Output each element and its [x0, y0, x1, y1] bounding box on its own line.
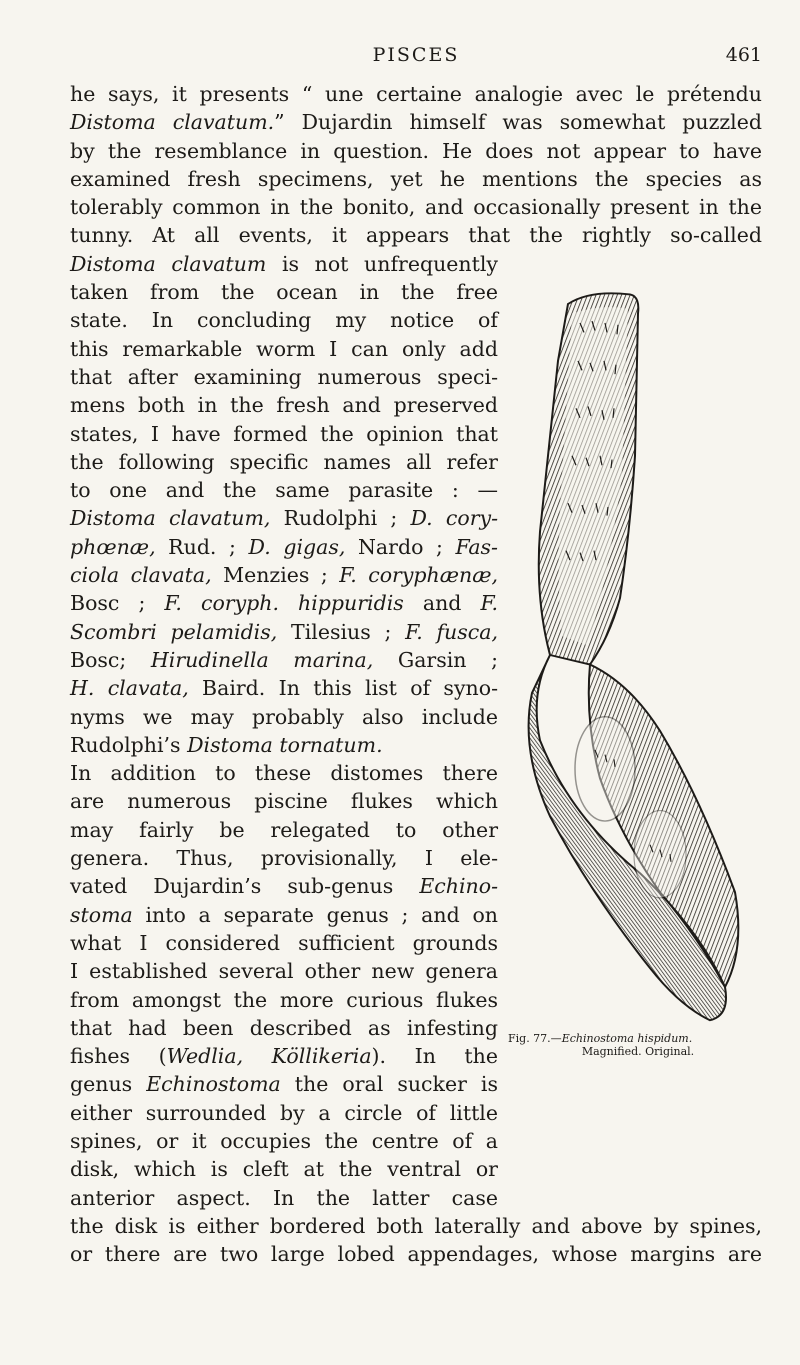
text-line: fishes (Wedlia, Köllikeria). In the	[70, 1044, 498, 1069]
fluke-illustration	[510, 285, 750, 1025]
text-line: are numerous piscine flukes which	[70, 789, 498, 814]
page-number: 461	[725, 44, 762, 66]
text-line: ciola clavata, Menzies ; F. coryphænæ,	[70, 563, 498, 588]
text-line: mens both in the fresh and preserved	[70, 393, 498, 418]
text-line: Scombri pelamidis, Tilesius ; F. fusca,	[70, 619, 498, 644]
text-line: the disk is either bordered both laterally and above by spines,	[70, 1213, 762, 1238]
text-line: anterior aspect. In the latter case	[70, 1185, 498, 1210]
text-line: Bosc; Hirudinella marina, Garsin ;	[70, 647, 498, 672]
text-line: genus Echinostoma the oral sucker is	[70, 1072, 498, 1097]
text-line: state. In concluding my notice of	[70, 308, 498, 333]
text-line: states, I have formed the opinion that	[70, 421, 498, 446]
text-line: nyms we may probably also include	[70, 704, 498, 729]
text-line: Distoma clavatum, Rudolphi ; D. cory-	[70, 506, 499, 531]
text-line: he says, it presents “ une certaine analogie avec le prétendu	[70, 82, 762, 106]
text-line: to one and the same parasite : —	[70, 478, 498, 503]
caption-prefix: Fig. 77.—	[508, 1032, 562, 1045]
page-header	[70, 44, 762, 74]
text-line: I established several other new genera	[70, 959, 498, 984]
text-line: H. clavata, Baird. In this list of syno-	[70, 676, 498, 701]
text-line: taken from the ocean in the free	[70, 280, 498, 305]
text-line: or there are two large lobed appendages, whose margins are	[70, 1242, 762, 1267]
text-line: tunny. At all events, it appears that the rightly so-called	[70, 223, 762, 248]
text-line: Distoma clavatum is not unfrequently	[70, 251, 499, 276]
text-line: tolerably common in the bonito, and occasionally present in the	[70, 195, 762, 220]
ventral-sucker	[575, 717, 635, 821]
text-line: Distoma clavatum.” Dujardin himself was somewhat puzzled	[70, 110, 762, 135]
text-line: Bosc ; F. coryph. hippuridis and F.	[70, 591, 498, 616]
text-line: Rudolphi’s Distoma tornatum.	[70, 732, 383, 757]
text-line: stoma into a separate genus ; and on	[70, 902, 498, 927]
figure-caption	[508, 1032, 768, 1058]
text-line: the following specific names all refer	[70, 449, 498, 474]
text-line: by the resemblance in question. He does not appear to have	[70, 138, 762, 163]
text-line: examined fresh specimens, yet he mentions the species as	[70, 166, 762, 191]
text-line: disk, which is cleft at the ventral or	[70, 1157, 498, 1182]
caption-note: Magnified. Original.	[581, 1045, 695, 1058]
text-line: may fairly be relegated to other	[70, 817, 498, 842]
text-line: from amongst the more curious flukes	[70, 987, 498, 1012]
text-line: vated Dujardin’s sub-genus Echino-	[70, 874, 498, 899]
text-line: that after examining numerous speci-	[70, 364, 498, 389]
text-line: In addition to these distomes there	[70, 761, 498, 786]
caption-species: Echinostoma hispidum.	[561, 1032, 693, 1045]
text-line: genera. Thus, provisionally, I ele-	[70, 846, 498, 871]
text-line: this remarkable worm I can only add	[70, 336, 498, 361]
running-title: PISCES	[372, 44, 460, 66]
text-line: phœnæ, Rud. ; D. gigas, Nardo ; Fas-	[70, 534, 498, 559]
text-line: that had been described as infesting	[70, 1015, 498, 1040]
text-line: either surrounded by a circle of little	[70, 1100, 498, 1125]
text-line: what I considered sufficient grounds	[70, 930, 498, 955]
text-line: spines, or it occupies the centre of a	[70, 1128, 498, 1153]
